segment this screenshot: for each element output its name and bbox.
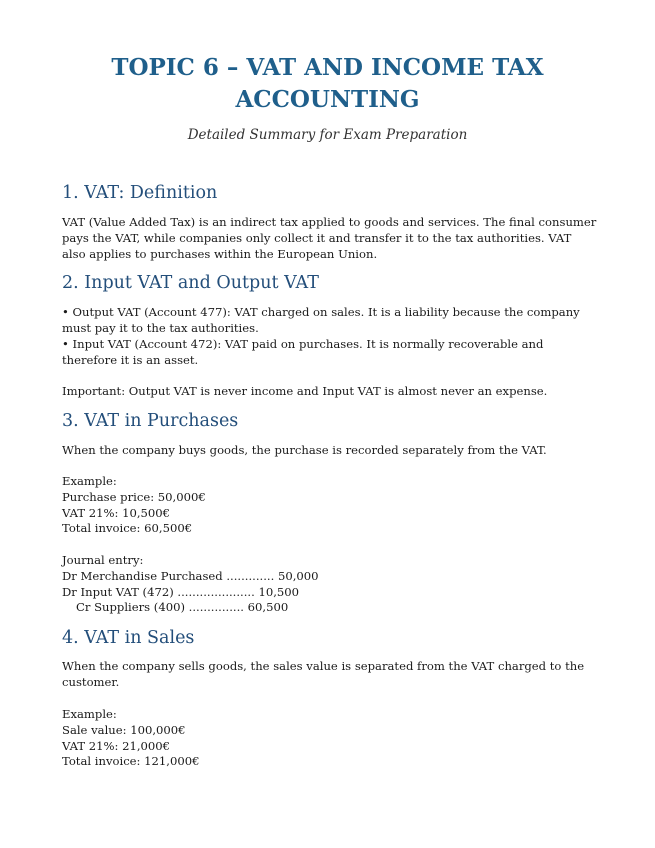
journal-label: Journal entry: [62,553,144,567]
journal-debit-input-vat: Dr Input VAT (472) ..................... 10,500 [62,584,300,599]
section-heading-vat-purchases: 3. VAT in Purchases [62,411,239,431]
section-heading-vat-definition: 1. VAT: Definition [62,183,218,203]
sales-intro: When the company sells goods, the sales value is separated from the VAT charged to the customer. [62,659,585,689]
purchase-journal-entry [62,553,597,616]
sale-vat-line: VAT 21%: 21,000€ [62,738,171,753]
purchase-example [62,474,597,537]
purchase-price-line: Purchase price: 50,000€ [62,489,206,504]
output-vat-bullet: • Output VAT (Account 477): VAT charged on sales. It is a liability because the company must pay it to the tax authorities. [62,305,580,335]
section-heading-input-output-vat: 2. Input VAT and Output VAT [62,273,319,293]
purchase-vat-line: VAT 21%: 10,500€ [62,505,171,520]
journal-debit-merchandise: Dr Merchandise Purchased ............. 50,000 [62,568,319,583]
document-subtitle: Detailed Summary for Exam Preparation [187,127,468,143]
example-label: Example: [62,474,117,488]
section-heading-vat-sales: 4. VAT in Sales [62,628,195,648]
document-title: TOPIC 6 – VAT AND INCOME TAX ACCOUNTING [111,54,544,113]
vat-definition-paragraph: VAT (Value Added Tax) is an indirect tax applied to goods and services. The final consumer pays the VAT, while companies only collect it and transfer it to the tax authorities. VAT also applies to purchases within the European Union. [62,215,597,261]
input-vat-bullet: • Input VAT (Account 472): VAT paid on purchases. It is normally recoverable and therefore it is an asset. [62,337,544,367]
example-label: Example: [62,707,117,721]
sales-example [62,707,597,770]
purchases-intro: When the company buys goods, the purchase is recorded separately from the VAT. [62,443,547,457]
important-note: Important: Output VAT is never income and Input VAT is almost never an expense. [62,384,548,398]
journal-credit-suppliers: Cr Suppliers (400) ............... 60,500 [76,600,289,615]
sale-total-line: Total invoice: 121,000€ [62,754,200,769]
sale-value-line: Sale value: 100,000€ [62,722,186,737]
purchase-total-line: Total invoice: 60,500€ [62,521,193,536]
